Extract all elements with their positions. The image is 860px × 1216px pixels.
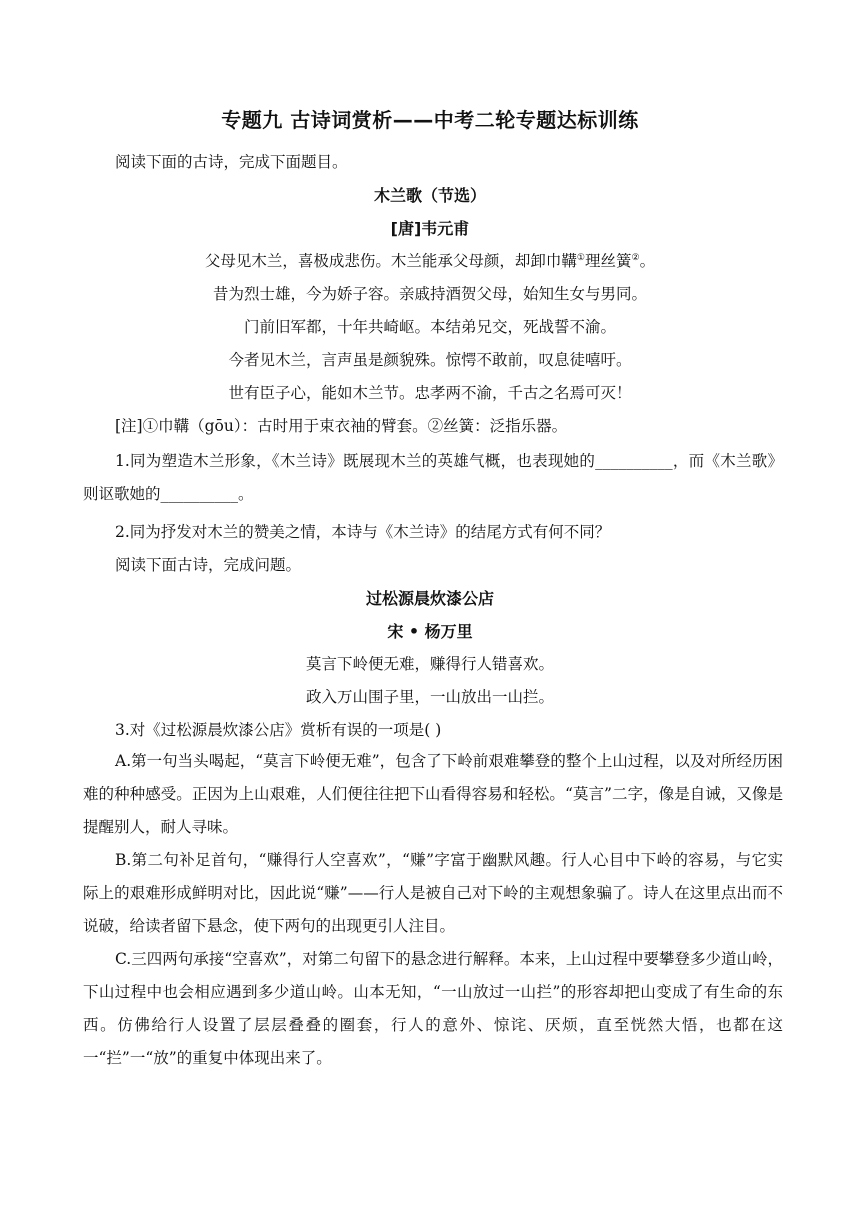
- question-2: 2.同为抒发对木兰的赞美之情，本诗与《木兰诗》的结尾方式有何不同？: [115, 523, 611, 541]
- poem1-author: [唐]韦元甫: [390, 219, 470, 238]
- page-title: 专题九 古诗词赏析——中考二轮专题达标训练: [221, 108, 639, 132]
- option-c: C.三四两句承接“空喜欢”，对第二句留下的悬念进行解释。本来，上山过程中要攀登多少道山岭，下山过程中也会相应遇到多少道山岭。山本无知，“一山放过一山拦”的形容却把山变成了有生命的东西。仿佛给行人设置了层层叠叠的圈套，行人的意外、惊诧、厌烦，直至恍然大悟，也都在这一“拦”一“放”的重复中体现出来了。: [83, 950, 783, 1067]
- poem2-title: 过松源晨炊漆公店: [365, 589, 494, 608]
- poem2-author: 宋 • 杨万里: [387, 622, 473, 641]
- option-a: A.第一句当头喝起，“莫言下岭便无难”，包含了下岭前艰难攀登的整个上山过程，以及对所经历困难的种种感受。正因为上山艰难，人们便往往把下山看得容易和轻松。“莫言”二字，像是自诫，又像是提醒别人，耐人寻味。: [83, 752, 783, 836]
- section2-intro: 阅读下面古诗，完成问题。: [115, 556, 302, 574]
- note-mark-1: ①: [576, 252, 585, 263]
- poem1-note: [注]①巾鞲（gōu）：古时用于束衣袖的臂套。②丝簧：泛指乐器。: [115, 417, 568, 435]
- poem1-line-1: 父母见木兰，喜极成悲伤。木兰能承父母颜，却卸巾鞲①理丝簧②。: [204, 252, 656, 270]
- poem1-line-3: 门前旧军都，十年共崎岖。本结弟兄交，死战誓不渝。: [243, 318, 616, 336]
- poem1-line-5: 世有臣子心，能如木兰节。忠孝两不渝，千古之名焉可灭！: [228, 384, 632, 402]
- question-1: 1.同为塑造木兰形象，《木兰诗》既展现木兰的英雄气概，也表现她的__________，而《木兰歌》则讴歌她的__________。: [83, 452, 783, 503]
- poem1-line-4: 今者见木兰，言声虽是颜貌殊。惊愕不敢前，叹息徒嘻吁。: [228, 351, 632, 369]
- poem2-line-1: 莫言下岭便无难，赚得行人错喜欢。: [305, 655, 554, 673]
- question-3: 3.对《过松源晨炊漆公店》赏析有误的一项是( ): [115, 721, 442, 739]
- option-b: B.第二句补足首句，“赚得行人空喜欢”，“赚”字富于幽默风趣。行人心目中下岭的容易，与它实际上的艰难形成鲜明对比，因此说“赚”——行人是被自己对下岭的主观想象骗了。诗人在这里点出而不说破，给读者留下悬念，使下两句的出现更引人注目。: [83, 851, 783, 935]
- poem1-title: 木兰歌（节选）: [373, 186, 486, 205]
- poem1-line-2: 昔为烈士雄，今为娇子容。亲戚持酒贺父母，始知生女与男同。: [212, 285, 647, 303]
- note-mark-2: ②: [631, 252, 640, 263]
- section1-intro: 阅读下面的古诗，完成下面题目。: [115, 153, 348, 171]
- poem2-line-2: 政入万山围子里，一山放出一山拦。: [305, 688, 554, 706]
